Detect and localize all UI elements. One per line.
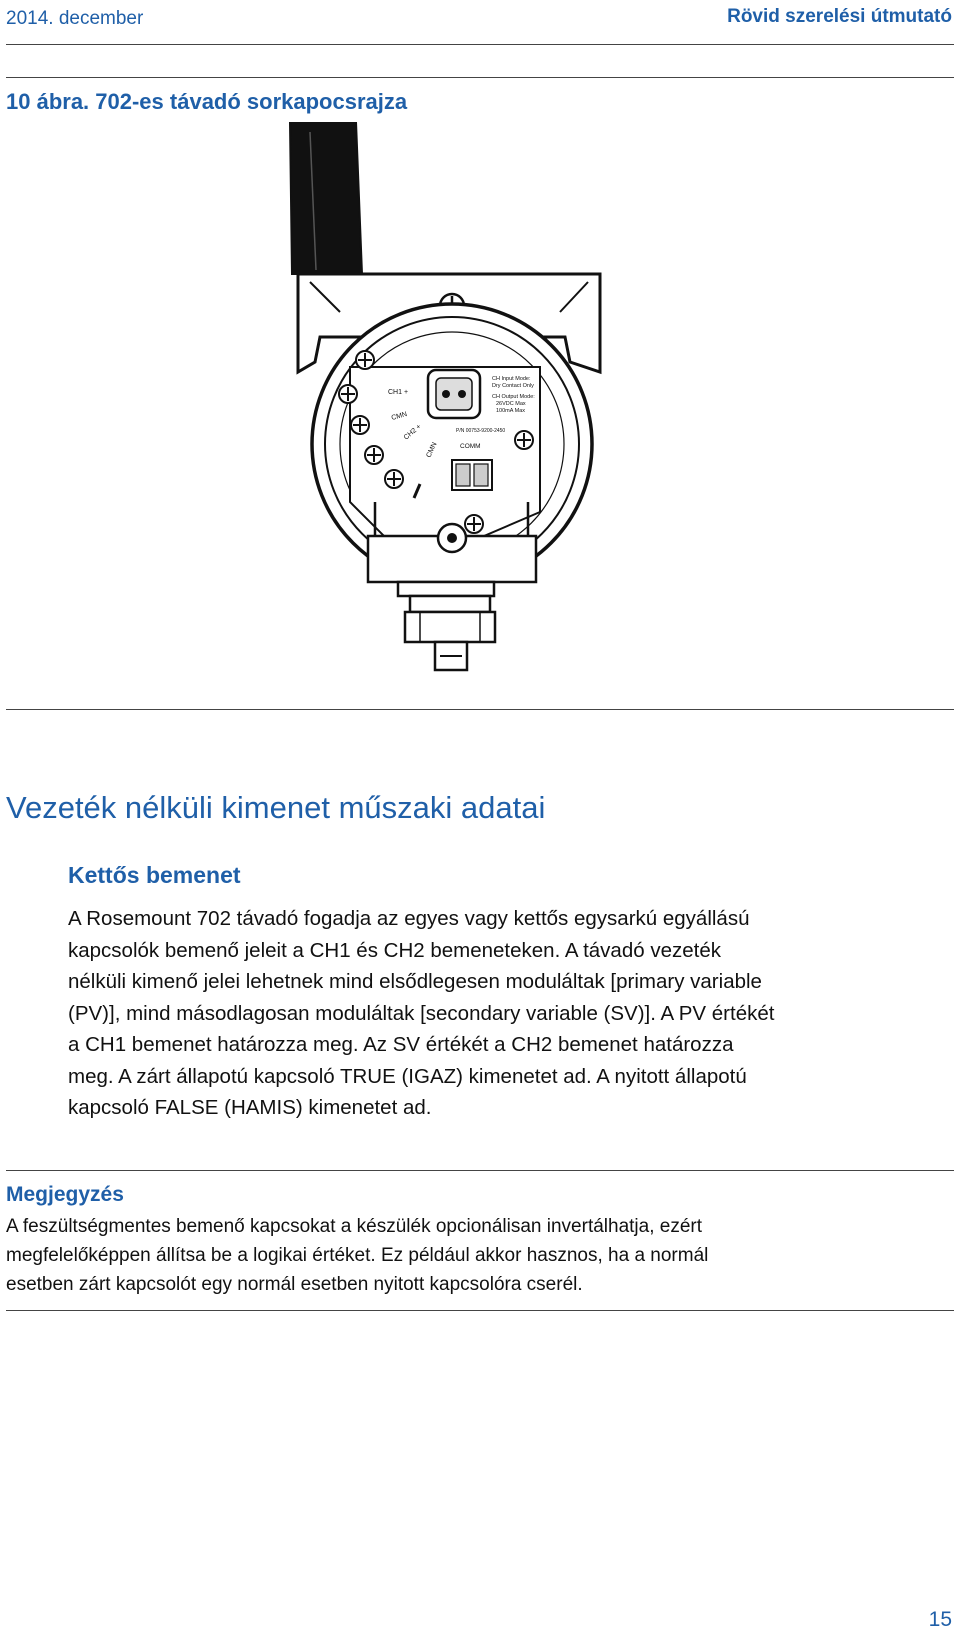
ch1-plus-label: CH1 + [388, 389, 409, 396]
part-number-label: P/N 00753-9200-2450 [456, 428, 506, 434]
note-bottom-rule [6, 1310, 954, 1311]
page-number: 15 [928, 1608, 952, 1631]
paragraph-line: kapcsoló FALSE (HAMIS) kimenetet ad. [68, 1096, 432, 1119]
note-text [6, 1212, 946, 1299]
output-mode-label-1: CH Output Mode: [492, 394, 535, 400]
figure-caption: 10 ábra. 702-es távadó sorkapocsrajza [6, 89, 408, 114]
bottom-fitting [398, 582, 494, 596]
note-line: megfelelőképpen állítsa be a logikai értéket. Ez például akkor hasznos, ha a normál [6, 1245, 709, 1266]
note-title: Megjegyzés [6, 1183, 124, 1206]
paragraph-line: nélküli kimenő jelei lehetnek mind elsődlegesen moduláltak [primary variable [68, 970, 762, 993]
note-line: A feszültségmentes bemenő kapcsokat a készülék opcionálisan invertálhatja, ezért [6, 1216, 703, 1237]
output-mode-label-2: 26VDC Max [496, 401, 526, 407]
transmitter-terminal-diagram [270, 122, 670, 722]
ch2-plus-label: CH2 + [402, 423, 423, 442]
paragraph-line: kapcsolók bemenő jeleit a CH1 és CH2 bemeneteken. A távadó vezeték [68, 938, 721, 962]
paragraph-line: a CH1 bemenet határozza meg. Az SV értékét a CH2 bemenet határozza [68, 1033, 734, 1056]
paragraph-line: (PV)], mind másodlagosan moduláltak [secondary variable (SV)]. A PV értékét [68, 1001, 775, 1025]
paragraph-line: meg. A zárt állapotú kapcsoló TRUE (IGAZ) kimenetet ad. A nyitott állapotú [68, 1064, 747, 1088]
cmn2-label: CMN [425, 441, 439, 459]
figure-top-rule [6, 77, 954, 78]
input-mode-label-1: CH Input Mode: [492, 376, 531, 382]
paragraph-line: A Rosemount 702 távadó fogadja az egyes vagy kettős egysarkú egyállású [68, 907, 750, 930]
note-top-rule [6, 1170, 954, 1171]
antenna [290, 122, 362, 274]
header-rule [6, 44, 954, 45]
body-paragraph [68, 903, 948, 1124]
section-title: Vezeték nélküli kimenet műszaki adatai [6, 790, 546, 825]
figure-bottom-rule [6, 709, 954, 710]
output-mode-label-3: 100mA Max [496, 408, 526, 414]
comm-label: COMM [460, 443, 481, 450]
header-document-type: Rövid szerelési útmutató [727, 6, 952, 27]
header-date: 2014. december [6, 8, 144, 29]
input-mode-label-2: Dry Contact Only [492, 383, 534, 389]
cmn1-label: CMN [390, 411, 408, 422]
subsection-title: Kettős bemenet [68, 862, 241, 888]
note-line: esetben zárt kapcsolót egy normál esetben nyitott kapcsolóra cserél. [6, 1274, 583, 1295]
